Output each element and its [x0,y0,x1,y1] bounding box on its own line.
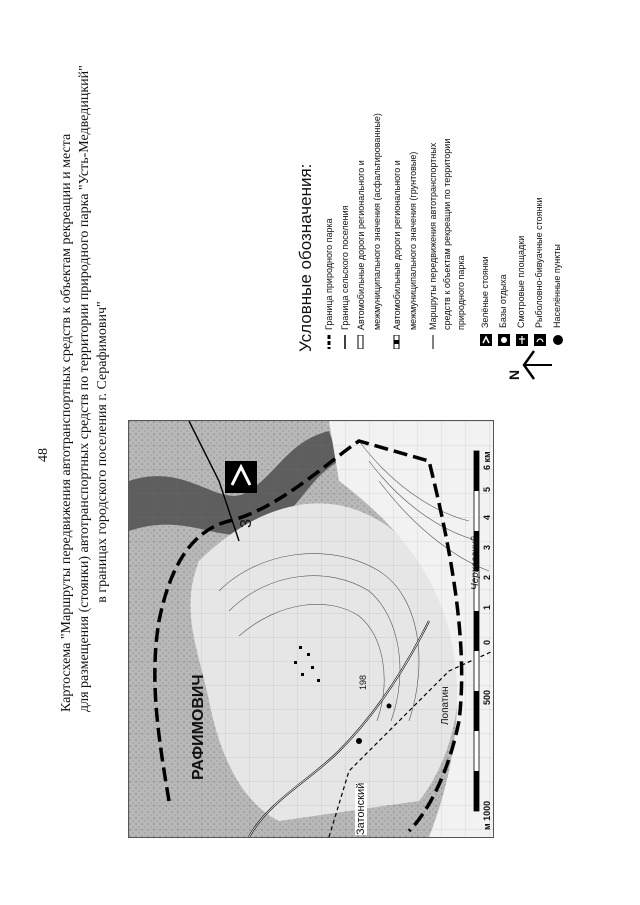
scale-tick-1: 1 [482,604,492,610]
map-title-line-1: Картосхема "Маршруты передвижения автотранспортных средств к объектам рекреации и места [59,133,74,712]
legend-point-settlements: Населённые пункты [552,244,562,328]
topographic-map [128,420,494,838]
legend-item-route-3: природного парка [456,255,466,330]
scale-tick-500: 500 [482,689,492,705]
page-number: 48 [36,448,51,462]
scale-tick-1000: м 1000 [482,800,492,830]
scale-tick-5: 5 [482,486,492,492]
legend-point-fishing-camps: Рыболовно-бивуачные стоянки [534,197,544,328]
legend-item-park-boundary: Граница природного парка [324,218,334,330]
map-title-line-3: в границах городского поселения г. Серафимович" [95,301,110,603]
legend-item-dirt-road-1: Автомобильные дороги регионального и [392,160,402,330]
park-boundary-legend-icon [324,335,334,349]
map-canvas [129,421,493,837]
viewpoint-icon [516,334,528,346]
place-label-lopatin: Лопатин [440,686,451,725]
legend-item-settlement-boundary: Граница сельского поселения [340,205,350,330]
scale-tick-3: 3 [482,544,492,550]
legend-item-paved-road-2: межмуниципального значения (асфальтированные) [372,113,382,330]
fishing-camp-icon [534,334,546,346]
place-label-cherkessky: Черкесский [470,536,481,590]
legend-title: Условные обозначения: [296,163,315,352]
scale-tick-6km: 6 км [482,451,492,470]
north-arrow-icon [522,345,554,385]
dirt-road-legend-icon [392,335,402,349]
north-label: N [506,369,522,380]
site-number-label: 3 [238,519,255,528]
scale-tick-4: 4 [482,514,492,520]
legend-point-viewpoints: Смотровые площадки [516,235,526,328]
settlement-boundary-legend-icon [340,335,350,349]
scale-tick-0: 0 [482,639,492,645]
legend-point-green-stops: Зелёные стоянки [480,256,490,328]
legend-point-recreation-bases: Базы отдыха [498,274,508,328]
legend-item-route-2: средств к объектам рекреации по территории [442,138,452,330]
settlement-icon [552,334,564,346]
paved-road-legend-icon [356,335,366,349]
legend-item-route-1: Маршруты передвижения автотранспортных [428,142,438,330]
legend-item-dirt-road-2: межмуниципального значения (грунтовые) [408,151,418,330]
elevation-label: 198 [358,674,368,690]
scale-tick-2: 2 [482,574,492,580]
green-stop-icon [480,334,492,346]
legend-item-paved-road-1: Автомобильные дороги регионального и [356,160,366,330]
route-legend-icon [428,335,438,349]
map-title-line-2: для размещения (стоянки) автотранспортных средств по территории природного парка "Усть-Медведицкий" [77,65,92,712]
place-label-zatonsky: Затонский [355,782,367,835]
place-label-serafimovich: РАФИМОВИЧ [190,674,207,780]
recreation-base-icon [498,334,510,346]
